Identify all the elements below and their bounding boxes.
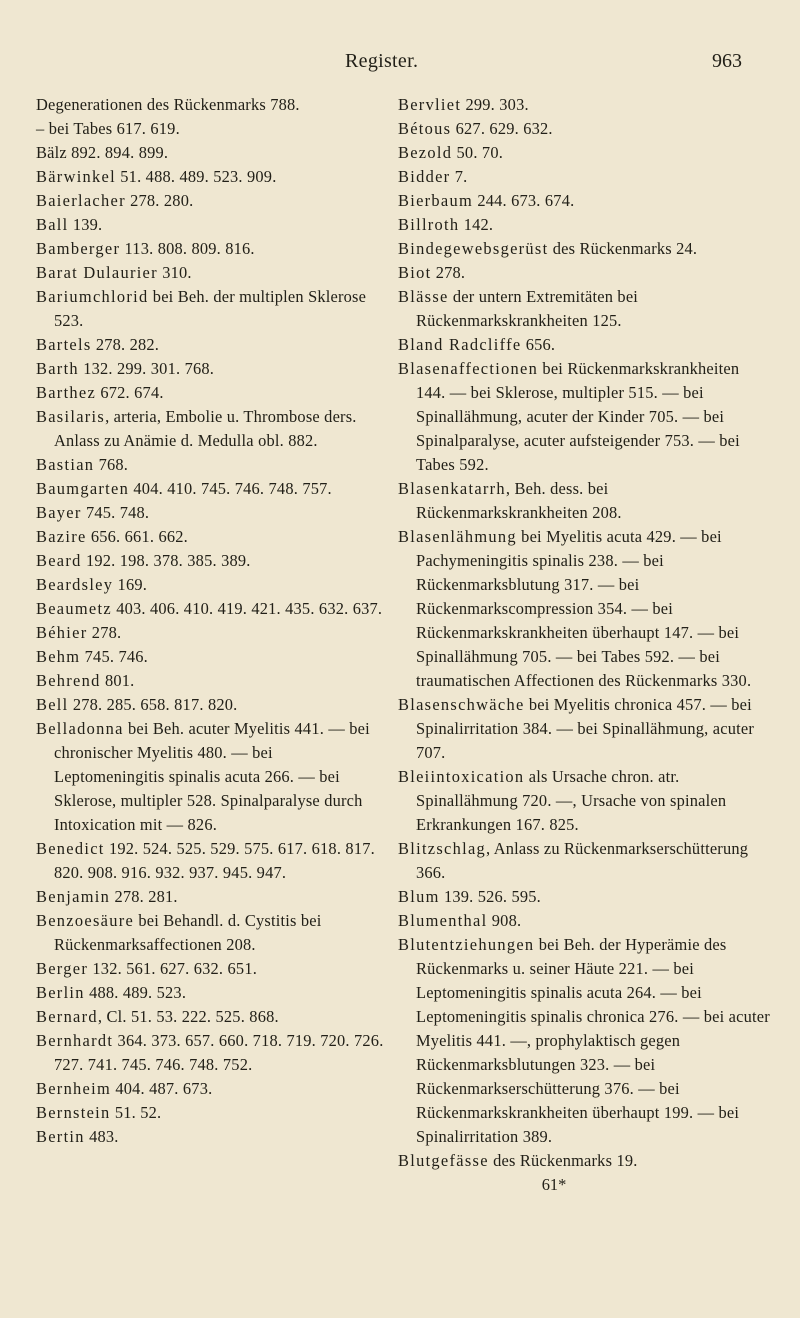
entry-references: 483.	[84, 1127, 119, 1146]
entry-headword: Blumenthal	[398, 911, 488, 930]
index-entry	[36, 909, 386, 957]
entry-references: , Cl. 51. 53. 222. 525. 868.	[97, 1007, 279, 1026]
index-entry	[36, 885, 386, 909]
running-head: Register.	[345, 50, 419, 72]
index-entry	[36, 1005, 386, 1029]
index-entry	[398, 933, 770, 1149]
entry-headword: Bastian	[36, 455, 95, 474]
entry-references: 488. 489. 523.	[84, 983, 187, 1002]
entry-headword: Belladonna	[36, 719, 124, 738]
entry-headword: Benedict	[36, 839, 105, 858]
entry-headword: Beaumetz	[36, 599, 112, 618]
entry-references: 278. 282.	[91, 335, 160, 354]
entry-headword: Bindegewebsgerüst	[398, 239, 549, 258]
entry-references: 801.	[100, 671, 135, 690]
entry-references: 745. 748.	[81, 503, 150, 522]
index-entry	[36, 501, 386, 525]
index-entry	[36, 357, 386, 381]
index-entry	[36, 981, 386, 1005]
index-entry	[36, 1029, 386, 1077]
entry-headword: Bernheim	[36, 1079, 112, 1098]
entry-headword: Blasenaffectionen	[398, 359, 539, 378]
index-entry	[36, 573, 386, 597]
entry-references: , Beh. dess. bei Rückenmarkskrankheiten 208.	[416, 479, 622, 522]
entry-references: bei Behandl. d. Cystitis bei Rückenmarksaffectionen 208.	[54, 911, 322, 954]
entry-references: 50. 70.	[452, 143, 504, 162]
entry-headword: Bamberger	[36, 239, 121, 258]
entry-headword: Blum	[398, 887, 440, 906]
entry-references: 768.	[94, 455, 129, 474]
page-number: 963	[712, 50, 742, 72]
index-entry	[398, 213, 770, 237]
entry-references: 7.	[450, 167, 468, 186]
index-entry	[36, 381, 386, 405]
entry-references: bei Beh. der multiplen Sklerose 523.	[54, 287, 367, 330]
index-entry	[398, 117, 770, 141]
entry-references: 278.	[431, 263, 466, 282]
entry-references: 656. 661. 662.	[86, 527, 188, 546]
entry-references: 278. 285. 658. 817. 820.	[68, 695, 238, 714]
index-entry	[398, 765, 770, 837]
index-entry	[36, 477, 386, 501]
index-entry	[398, 93, 770, 117]
page-header	[0, 0, 800, 80]
entry-headword: Bartels	[36, 335, 92, 354]
entry-references: 139. 526. 595.	[439, 887, 541, 906]
index-entry	[36, 597, 386, 621]
index-entry	[36, 237, 386, 261]
entry-headword: Biot	[398, 263, 432, 282]
entry-headword: Bervliet	[398, 95, 462, 114]
index-entry	[398, 525, 770, 693]
entry-references: bei Beh. der Hyperämie des Rückenmarks u. seiner Häute 221. — bei Leptomeningitis spinalis acuta 264. — bei Leptomeningitis spinalis chronica 276. — bei acuter Myelitis 441. —, prophylaktisch gegen Rückenmarksblutungen 323. — bei Rückenmarkserschütterung 376. — bei Rückenmarkskrankheiten überhaupt 199. — bei Spinalirritation 389.	[416, 935, 770, 1146]
signature-mark: 61*	[541, 1175, 567, 1194]
entry-headword: Berlin	[36, 983, 85, 1002]
entry-headword: Bernard	[36, 1007, 98, 1026]
entry-references: als Ursache chron. atr. Spinallähmung 720. —, Ursache von spinalen Erkrankungen 167. 825.	[416, 767, 727, 834]
entry-references: 192. 198. 378. 385. 389.	[81, 551, 251, 570]
index-entry	[398, 885, 770, 909]
entry-headword: Bazire	[36, 527, 87, 546]
entry-references: 745. 746.	[80, 647, 148, 666]
entry-headword: Bernhardt	[36, 1031, 114, 1050]
entry-references: – bei Tabes 617. 619.	[36, 119, 180, 138]
entry-headword: Bernstein	[36, 1103, 111, 1122]
entry-references: 192. 524. 525. 529. 575. 617. 618. 817. 820. 908. 916. 932. 937. 945. 947.	[54, 839, 375, 882]
index-column-left	[36, 93, 386, 1149]
entry-references: bei Myelitis acuta 429. — bei Pachymeningitis spinalis 238. — bei Rückenmarksblutung 317. — bei Rückenmarkscompression 354. — bei Rückenmarkskrankheiten überhaupt 147. — bei Spinallähmung 705. — bei Tabes 592. — bei traumatischen Affectionen des Rückenmarks 330.	[416, 527, 752, 690]
entry-headword: Barat Dulaurier	[36, 263, 158, 282]
entry-references: 132. 299. 301. 768.	[78, 359, 215, 378]
entry-headword: Bierbaum	[398, 191, 474, 210]
entry-references: Bälz 892. 894. 899.	[36, 143, 169, 162]
entry-references: 908.	[487, 911, 522, 930]
index-entry	[36, 405, 386, 453]
index-entry	[36, 189, 386, 213]
index-entry	[36, 837, 386, 885]
index-entry	[398, 357, 770, 477]
index-entry	[398, 165, 770, 189]
entry-references: 113. 808. 809. 816.	[120, 239, 255, 258]
index-entry	[36, 957, 386, 981]
entry-headword: Baumgarten	[36, 479, 130, 498]
entry-headword: Behm	[36, 647, 81, 666]
entry-headword: Bleiintoxication	[398, 767, 525, 786]
entry-headword: Benjamin	[36, 887, 111, 906]
entry-references: 132. 561. 627. 632. 651.	[88, 959, 258, 978]
index-entry	[36, 165, 386, 189]
entry-headword: Blutentziehungen	[398, 935, 535, 954]
index-entry	[36, 645, 386, 669]
entry-references: 656.	[521, 335, 556, 354]
entry-references: 404. 410. 745. 746. 748. 757.	[129, 479, 332, 498]
entry-references: bei Beh. acuter Myelitis 441. — bei chronischer Myelitis 480. — bei Leptomeningitis spinalis acuta 266. — bei Sklerose, multipler 528. Spinalparalyse durch Intoxication mit — 826.	[54, 719, 370, 834]
entry-references: des Rückenmarks 24.	[548, 239, 698, 258]
index-entry	[36, 549, 386, 573]
index-entry	[398, 189, 770, 213]
entry-headword: Bariumchlorid	[36, 287, 149, 306]
entry-headword: Barthez	[36, 383, 97, 402]
index-entry	[36, 717, 386, 837]
entry-headword: Béhier	[36, 623, 88, 642]
entry-headword: Bland Radcliffe	[398, 335, 522, 354]
index-entry	[398, 261, 770, 285]
index-entry	[36, 285, 386, 333]
entry-references: 244. 673. 674.	[473, 191, 575, 210]
index-column-right	[398, 93, 770, 1197]
entry-headword: Blasenkatarrh	[398, 479, 506, 498]
entry-headword: Blitzschlag	[398, 839, 487, 858]
index-entry	[36, 261, 386, 285]
entry-headword: Bayer	[36, 503, 82, 522]
entry-references: des Rückenmarks 19.	[488, 1151, 638, 1170]
entry-references: 51. 488. 489. 523. 909.	[115, 167, 277, 186]
entry-references: 51. 52.	[110, 1103, 162, 1122]
entry-references: 139.	[68, 215, 103, 234]
index-entry	[398, 285, 770, 333]
entry-headword: Beard	[36, 551, 82, 570]
entry-references: , arteria, Embolie u. Thrombose ders. Anlass zu Anämie d. Medulla obl. 882.	[54, 407, 357, 450]
entry-headword: Bidder	[398, 167, 451, 186]
index-entry	[398, 909, 770, 933]
entry-headword: Blutgefässe	[398, 1151, 489, 1170]
entry-headword: Barth	[36, 359, 79, 378]
entry-headword: Beardsley	[36, 575, 114, 594]
entry-references: 142.	[459, 215, 494, 234]
index-entry	[398, 477, 770, 525]
entry-references: 627. 629. 632.	[451, 119, 553, 138]
entry-headword: Bärwinkel	[36, 167, 116, 186]
entry-headword: Blasenlähmung	[398, 527, 517, 546]
entry-references: , Anlass zu Rückenmarkserschütterung 366.	[416, 839, 749, 882]
index-entry	[36, 453, 386, 477]
index-entry	[398, 237, 770, 261]
index-entry	[36, 1077, 386, 1101]
index-entry	[36, 621, 386, 645]
index-entry	[398, 141, 770, 165]
entry-references: 299. 303.	[461, 95, 529, 114]
entry-references: 364. 373. 657. 660. 718. 719. 720. 726. 727. 741. 745. 746. 748. 752.	[54, 1031, 384, 1074]
index-entry	[36, 333, 386, 357]
entry-references: Degenerationen des Rückenmarks 788.	[36, 95, 300, 114]
entry-headword: Blässe	[398, 287, 449, 306]
entry-references: 672. 674.	[96, 383, 164, 402]
entry-headword: Blasenschwäche	[398, 695, 525, 714]
entry-references: 278. 280.	[125, 191, 194, 210]
index-entry	[36, 669, 386, 693]
index-entry	[36, 1125, 386, 1149]
index-entry	[36, 93, 386, 117]
index-entry	[398, 333, 770, 357]
entry-references: 169.	[113, 575, 148, 594]
entry-headword: Billroth	[398, 215, 460, 234]
index-entry	[36, 213, 386, 237]
entry-references: 403. 406. 410. 419. 421. 435. 632. 637.	[111, 599, 383, 618]
entry-headword: Baierlacher	[36, 191, 126, 210]
entry-headword: Bertin	[36, 1127, 85, 1146]
entry-references: 278. 281.	[110, 887, 178, 906]
entry-headword: Basilaris	[36, 407, 106, 426]
entry-headword: Benzoesäure	[36, 911, 135, 930]
entry-headword: Berger	[36, 959, 89, 978]
entry-headword: Bell	[36, 695, 69, 714]
index-entry	[398, 1149, 770, 1173]
entry-headword: Bezold	[398, 143, 453, 162]
index-entry	[398, 693, 770, 765]
entry-references: 278.	[87, 623, 122, 642]
index-entry	[36, 117, 386, 141]
entry-headword: Bétous	[398, 119, 452, 138]
entry-headword: Behrend	[36, 671, 101, 690]
entry-headword: Ball	[36, 215, 69, 234]
index-entry	[36, 1101, 386, 1125]
index-entry	[36, 141, 386, 165]
index-entry	[36, 693, 386, 717]
index-entry	[36, 525, 386, 549]
entry-references: bei Rückenmarkskrankheiten 144. — bei Sklerose, multipler 515. — bei Spinallähmung, acuter der Kinder 705. — bei Spinalparalyse, acuter aufsteigender 753. — bei Tabes 592.	[416, 359, 740, 474]
entry-references: 310.	[157, 263, 192, 282]
entry-references: der untern Extremitäten bei Rückenmarkskrankheiten 125.	[416, 287, 639, 330]
entry-references: bei Myelitis chronica 457. — bei Spinalirritation 384. — bei Spinallähmung, acuter 707.	[416, 695, 755, 762]
index-entry	[398, 837, 770, 885]
entry-references: 404. 487. 673.	[111, 1079, 213, 1098]
